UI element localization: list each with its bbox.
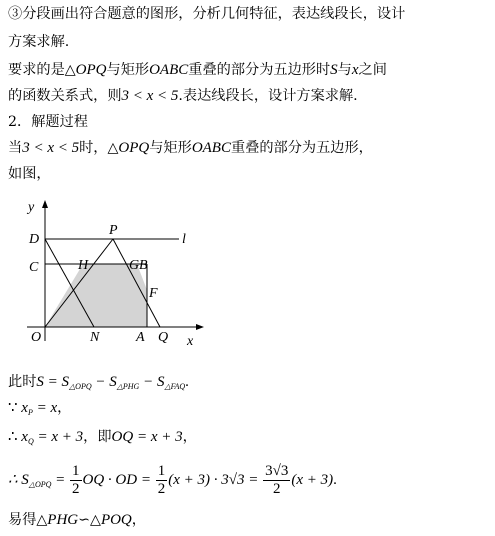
label-C: C	[29, 260, 39, 275]
label-x: x	[187, 334, 194, 349]
geometry-figure	[24, 193, 234, 349]
label-G: G	[129, 258, 140, 273]
label-A: A	[136, 330, 145, 345]
label-Q: Q	[158, 330, 169, 345]
label-y: y	[28, 200, 35, 215]
label-l: l	[182, 232, 186, 247]
text-line-4: 的函数关系式，则3 < x < 5.表达线段长，设计方案求解.	[8, 88, 358, 104]
label-H: H	[78, 258, 89, 273]
equation-1: 此时$S = S_{\triangle OPQ} - S_{\triangle PHG} - S_{\triangle FAQ}$.	[8, 374, 189, 391]
label-F: F	[149, 286, 158, 301]
text-line-1: ③分段画出符合题意的图形，分析几何特征，表达线段长，设计	[8, 6, 406, 22]
x-axis-arrow	[196, 324, 204, 330]
text-line-similar: 易得△PHG∽△POQ，	[8, 512, 146, 528]
label-D: D	[29, 232, 40, 247]
section-heading: 2．解题过程	[8, 114, 88, 130]
text-line-2: 方案求解.	[8, 34, 70, 50]
fraction-half-1: $\frac{1}{2}$	[72, 462, 80, 497]
y-axis-arrow	[42, 200, 48, 208]
text-line-3: 要求的是△OPQ与矩形OABC重叠的部分为五边形时S与x之间	[8, 62, 387, 78]
equation-3: ∴ $x_Q = x + 3$，即OQ = x + 3，	[8, 429, 197, 446]
text-line-7: 如图，	[8, 166, 51, 182]
label-P: P	[109, 223, 118, 238]
equation-2: ∵ $x_P = x$，	[8, 400, 72, 417]
label-O: O	[31, 330, 42, 345]
fraction-3sqrt3-over-2: $\frac{3√3}{2}$	[265, 462, 289, 497]
text-line-6: 当3 < x < 5时，△OPQ与矩形OABC重叠的部分为五边形，	[8, 140, 373, 156]
fraction-half-2: $\frac{1}{2}$	[157, 462, 166, 497]
equation-4: ∴ $S_{\triangle OPQ}$ = $\frac{1}{2}$ OQ · OD = $\frac{1}{2}$ (x + 3) · 3√3 = $\frac{3√3}{2}$ (x + 3).	[8, 462, 337, 497]
label-B: B	[139, 258, 148, 273]
label-N: N	[90, 330, 100, 345]
